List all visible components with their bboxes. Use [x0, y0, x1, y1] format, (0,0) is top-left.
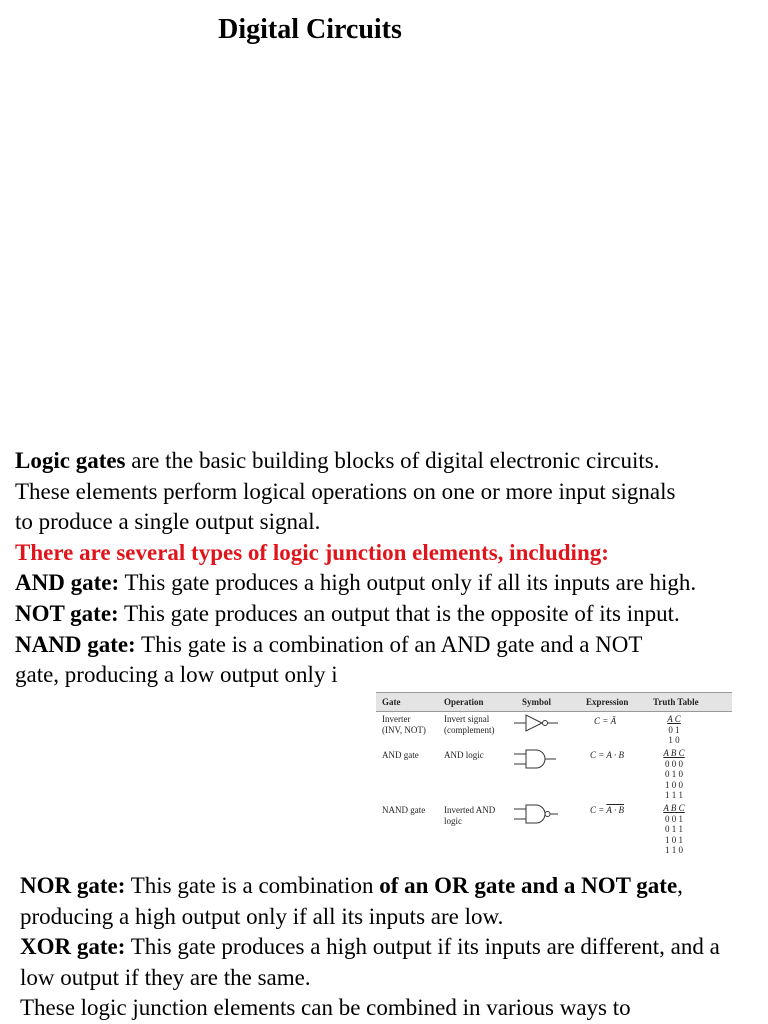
row-nand-expression: C = A · B: [590, 805, 625, 815]
xor-gate-description: XOR gate: This gate produces a high output if its inputs are different, and a low output if they are the same.: [20, 934, 720, 990]
not-gate-description: NOT gate: This gate produces an output that is the opposite of its input.: [15, 600, 680, 626]
row-and-gate: AND gate: [382, 750, 419, 760]
header-gate: Gate: [382, 697, 401, 707]
inverter-symbol-icon: [512, 712, 562, 734]
row-and-expression: C = A · B: [590, 750, 624, 760]
row-and-operation: AND logic: [444, 750, 484, 760]
and-gate-symbol-icon: [512, 747, 562, 771]
row-nand-truth-table: A B C 0 0 1 0 1 1 1 0 1 1 1 0: [663, 803, 685, 855]
intro-paragraph: [15, 446, 760, 691]
row-inverter-operation: Invert signal (complement): [444, 714, 495, 735]
page-title: Digital Circuits: [218, 14, 402, 45]
row-and-truth-table: A B C 0 0 0 0 1 0 1 0 0 1 1 1: [663, 748, 685, 800]
continued-paragraph: [20, 871, 765, 1024]
header-truth-table: Truth Table: [653, 697, 699, 707]
row-inverter-truth-table: A C 0 1 1 0: [667, 714, 681, 745]
gate-table-header: [376, 692, 732, 712]
gate-table-figure: [376, 692, 732, 860]
header-operation: Operation: [444, 697, 484, 707]
and-gate-description: AND gate: This gate produces a high output only if all its inputs are high.: [15, 570, 697, 596]
row-nand-operation: Inverted AND logic: [444, 805, 496, 826]
intro-line-1: Logic gates are the basic building blocks of digital electronic circuits.: [15, 448, 660, 473]
nor-gate-description-line-2: producing a high output only if all its inputs are low.: [20, 903, 504, 929]
nor-gate-description: NOR gate: This gate is a combination of an OR gate and a NOT gate,: [20, 873, 683, 898]
intro-line-3: to produce a single output signal.: [15, 509, 321, 535]
row-inverter-expression: C = Ā: [594, 716, 617, 726]
header-expression: Expression: [586, 697, 629, 707]
header-symbol: Symbol: [522, 697, 552, 707]
logic-gates-term: Logic gates: [15, 448, 126, 473]
nand-gate-symbol-icon: [512, 802, 562, 826]
nand-gate-description-line-2: gate, producing a low output only i: [15, 662, 338, 688]
closing-line: These logic junction elements can be combined in various ways to: [20, 995, 631, 1021]
intro-line-2: These elements perform logical operations on one or more input signals: [15, 478, 676, 504]
row-inverter-gate: Inverter (INV, NOT): [382, 714, 426, 735]
nand-gate-description: NAND gate: This gate is a combination of an AND gate and a NOT: [15, 631, 643, 657]
row-nand-gate: NAND gate: [382, 805, 426, 815]
types-heading: There are several types of logic junction elements, including:: [15, 539, 609, 565]
